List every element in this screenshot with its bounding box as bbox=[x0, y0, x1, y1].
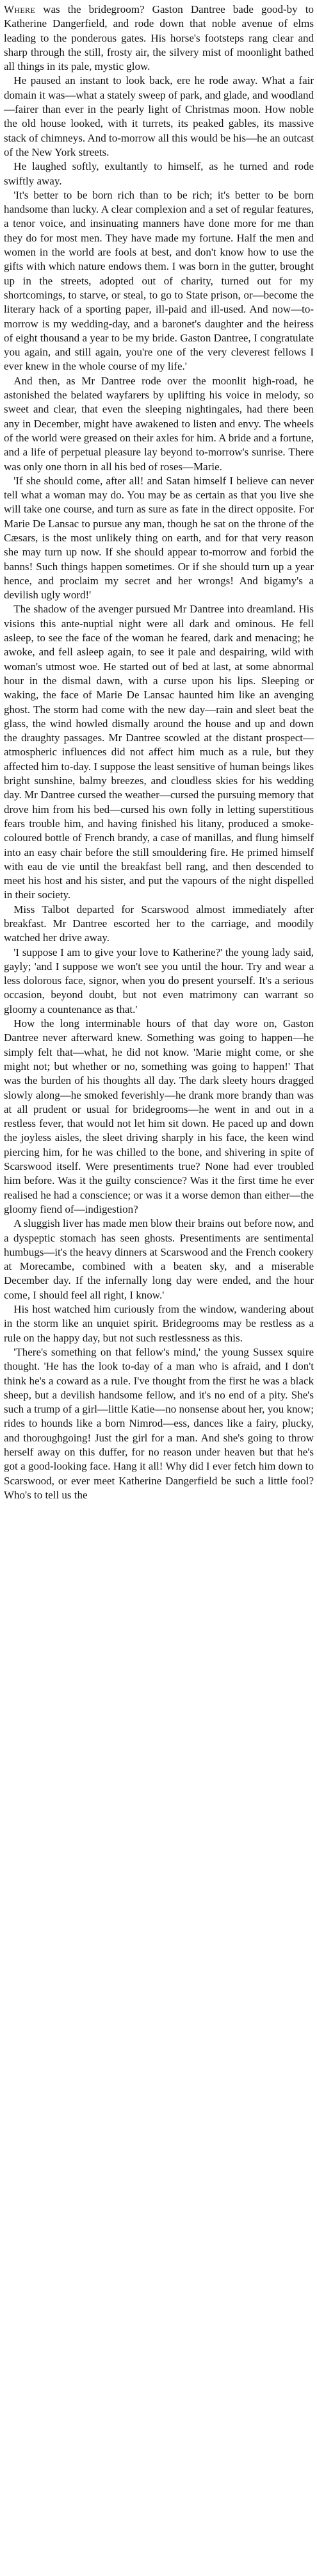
paragraph: Miss Talbot departed for Scarswood almost immediately after breakfast. Mr Dantree escorted her to the carriage, and moodily watched her drive away. bbox=[4, 903, 314, 944]
paragraph: 'I suppose I am to give your love to Katherine?' the young lady said, gayly; 'and I suppose we won't see you until the hour. Try and wear a less dolorous face, signor, when you do present yourself. It's a serious occasion, beyond doubt, but not even matrimony can warrant so gloomy a countenance as that.' bbox=[4, 946, 314, 1015]
paragraph: And then, as Mr Dantree rode over the moonlit high-road, he astonished the belated wayfarers by uplifting his voice in melody, so sweet and clear, that even the sleeping nightingales, had there been any in December, might have awakened to listen and envy. The wheels of the world were greased on their axles for him. A bride and a fortune, and a life of perpetual pleasure lay beyond to-morrow's sunrise. There was only one thorn in all his bed of roses—Marie. bbox=[4, 374, 314, 473]
paragraph: 'If she should come, after all! and Satan himself I believe can never tell what a woman may do. You may be as certain as that you live she will take one course, and turn as sure as fate in the direct opposite. For Marie De Lansac to pursue any man, though he sat on the throne of the Cæsars, is the most unlikely thing on earth, and for that very reason she may turn up now. If she should appear to-morrow and forbid the banns! Such things happen sometimes. Or if she should turn up a year hence, and proclaim my secret and her wrongs! And bigamy's a devilish ugly word!' bbox=[4, 474, 314, 602]
paragraph: 'It's better to be born rich than to be rich; it's better to be born handsome than lucky. A clear complexion and a set of regular features, a tenor voice, and insinuating manners have done more for me than they do for most men. They have made my fortune. Half the men and women in the world are fools at best, and don't know how to use the gifts with which nature endows them. I was born in the gutter, brought up in the streets, adopted out of charity, turned out for my shortcomings, to starve, or steal, to go to State prison, or—become the literary hack of a sporting paper, ill-paid and ill-used. And now—to-morrow is my wedding-day, and a baronet's daughter and the heiress of eight thousand a year to be my bride. Gaston Dantree, I congratulate you again, and still again, you're one of the very cleverest fellows I ever knew in the whole course of my life.' bbox=[4, 188, 314, 373]
paragraph-opening bbox=[4, 3, 314, 74]
opening-word: Where bbox=[4, 3, 36, 15]
paragraph: A sluggish liver has made men blow their brains out before now, and a dyspeptic stomach has seen ghosts. Presentiments are sentimental humbugs—it's the heavy dinners at Scarswood and the French cookery at Morecambe, combined with a beaten sky, and a miserable December day. If the infernally long day were ended, and the hour come, I should feel all right, I know.' bbox=[4, 1217, 314, 1301]
paragraph: His host watched him curiously from the window, wandering about in the storm like an unquiet spirit. Bridegrooms may be restless as a rule on the happy day, but not such restlessness as this. bbox=[4, 1303, 314, 1344]
paragraph: How the long interminable hours of that day wore on, Gaston Dantree never afterward knew. Something was going to happen—he simply felt that—what, he did not know. 'Marie might come, or she might not; but whether or no, something was going to happen!' That was the burden of his thoughts all day. The dark sleety hours dragged slowly along—he smoked feverishly—he drank more brandy than was at all prudent or usual for bridegrooms—he went in and out in a restless fever, that would not let him sit down. He paced up and down the joyless aisles, the sleet driving sharply in his face, the keen wind piercing him, for he was chilled to the bone, and shivering in spite of Scarswood itself. Were presentiments true? None had ever troubled him before. Was it the guilty conscience? Was it the first time he ever realised he had a conscience; or was it a worse demon than either—the gloomy fiend of—indigestion? bbox=[4, 1017, 314, 1215]
paragraph: The shadow of the avenger pursued Mr Dantree into dreamland. His visions this ante-nuptial night were all dark and ominous. He fell asleep, to see the face of the woman he feared, dark and menacing; he awoke, and fell asleep again, to see it pale and despairing, wild with woman's utmost woe. He started out of bed at last, at some abnormal hour in the dismal dawn, with a curse upon his lips. Sleeping or waking, the face of Marie De Lansac haunted him like an avenging ghost. The storm had come with the new day—rain and sleet beat the glass, the wind howled dismally around the house and up and down the draughty passages. Mr Dantree scowled at the distant prospect—atmospheric influences did not affect him much as a rule, but they affected him to-day. I suppose the least sensitive of human beings likes bright sunshine, balmy breezes, and cloudless skies for his wedding day. Mr Dantree cursed the weather—cursed the pursuing memory that drove him from his bed—cursed his own folly in letting superstitious fears trouble him, and having finished his litany, produced a smoke-coloured bottle of French brandy, a case of manillas, and flung himself into an easy chair before the still smouldering fire. He primed himself with eau de vie until the breakfast bell rang, and then descended to meet his host and his sister, and put the vapours of the night dispelled in their society. bbox=[4, 603, 314, 901]
paragraph: He paused an instant to look back, ere he rode away. What a fair domain it was—what a stately sweep of park, and glade, and woodland—fairer than ever in the pearly light of Christmas moon. How noble the old house looked, with it turrets, its peaked gables, its massive stack of chimneys. And to-morrow all this would be his—he an outcast of the New York streets. bbox=[4, 74, 314, 158]
paragraph: 'There's something on that fellow's mind,' the young Sussex squire thought. 'He has the look to-day of a man who is afraid, and I don't think he's a coward as a rule. I've thought from the first he was a black sheep, but a devilish handsome fellow, and it's no end of a pity. She's such a trump of a girl—little Katie—no nonsense about her, you know; rides to hounds like a born Nimrod—ess, dances like a fairy, plucky, and thoroughgoing! Just the girl for a man. And she's going to throw herself away on this duffer, for no reason under heaven but that he's got a good-looking face. Hang it all! Why did I ever fetch him down to Scarswood, or ever meet Katherine Dangerfield be such a little fool? Who's to tell us the bbox=[4, 1345, 314, 1501]
opening-text: was the bridegroom? Gaston Dantree bade good-by to Katherine Dangerfield, and rode down that noble avenue of elms leading to the ponderous gates. His horse's footsteps rang clear and sharp through the still, frosty air, the silvery mist of moonlight bathed all things in its pale, mystic glow. bbox=[4, 3, 314, 73]
paragraph: He laughed softly, exultantly to himself, as he turned and rode swiftly away. bbox=[4, 160, 314, 187]
